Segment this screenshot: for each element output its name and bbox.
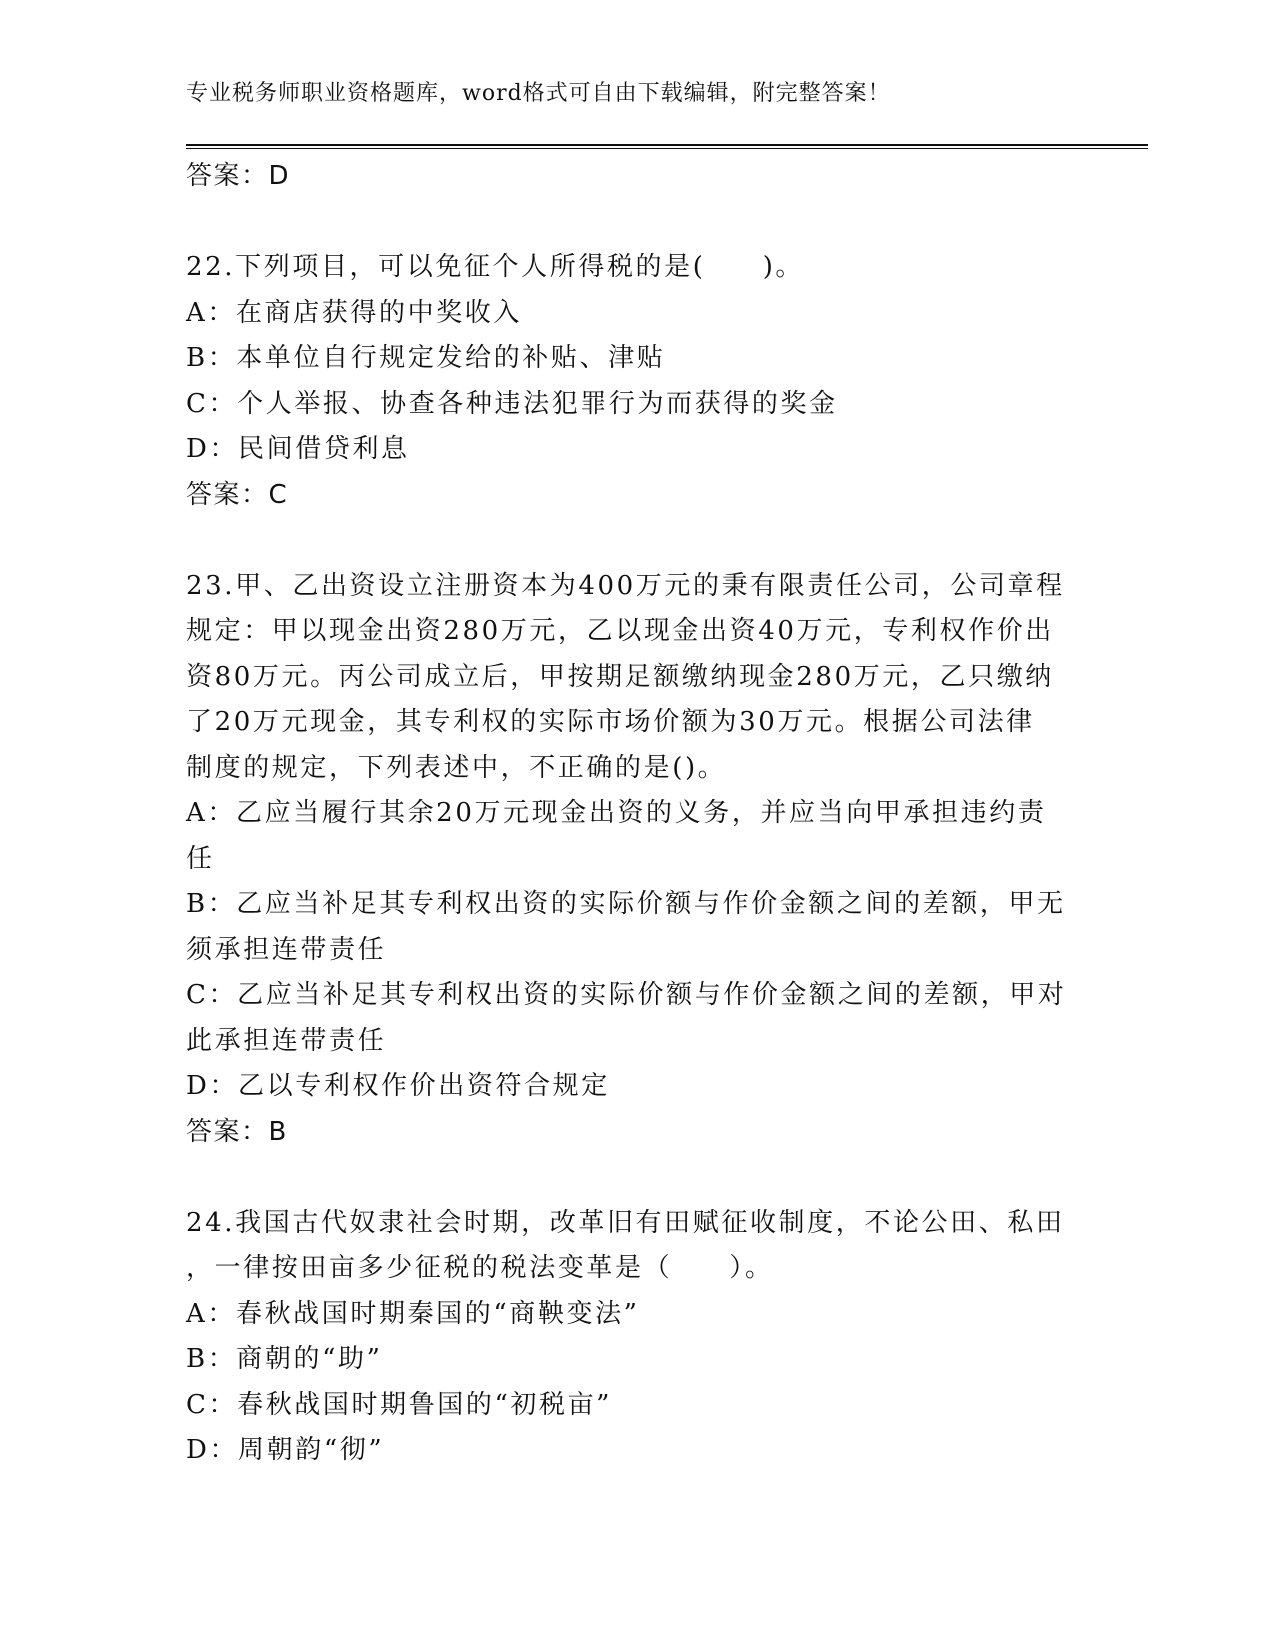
answer-label: 答案：B (186, 1116, 288, 1147)
question-stem-line: 22.下列项目，可以免征个人所得税的是( )。 (186, 252, 805, 282)
option-c: C：春秋战国时期鲁国的“初税亩” (186, 1389, 613, 1420)
question-block (186, 245, 1086, 518)
option-d: D：周朝韵“彻” (186, 1435, 385, 1465)
header-text: 专业税务师职业资格题库，word格式可自由下载编辑，附完整答案！ (186, 81, 891, 106)
question-stem-line: 资80万元。丙公司成立后，甲按期足额缴纳现金280万元，乙只缴纳 (186, 661, 1054, 692)
option-d: D：民间借贷利息 (186, 434, 410, 464)
spacer (186, 518, 1086, 564)
option-c: C：个人举报、协查各种违法犯罪行为而获得的奖金 (186, 388, 838, 419)
question-stem-line: 23.甲、乙出资设立注册资本为400万元的秉有限责任公司，公司章程 (186, 570, 1065, 601)
option-b: B：本单位自行规定发给的补贴、津贴 (186, 343, 666, 373)
question-stem-line: 规定：甲以现金出资280万元，乙以现金出资40万元，专利权作价出 (186, 616, 1054, 646)
answer-label: 答案：C (186, 479, 289, 510)
header-divider (186, 144, 1148, 149)
question-block (186, 564, 1086, 1156)
question-stem-line: 制度的规定，下列表述中，不正确的是()。 (186, 752, 727, 783)
spacer (186, 1155, 1086, 1201)
option-a: A：春秋战国时期秦国的“商鞅变法” (186, 1298, 640, 1329)
option-a: A：在商店获得的中奖收入 (186, 297, 522, 328)
spacer (186, 200, 1086, 246)
document-body (186, 154, 1086, 1474)
question-stem-line: 了20万元现金，其专利权的实际市场价额为30万元。根据公司法律 (186, 707, 1035, 737)
option-b: B：乙应当补足其专利权出资的实际价额与作价金额之间的差额，甲无 (186, 889, 1066, 919)
previous-answer: 答案：D (186, 161, 291, 191)
option-b: B：商朝的“助” (186, 1344, 383, 1374)
option-b-continued: 须承担连带责任 (186, 934, 387, 965)
option-c: C：乙应当补足其专利权出资的实际价额与作价金额之间的差额，甲对 (186, 980, 1067, 1010)
question-stem-line: ，一律按田亩多少征税的税法变革是（ ）。 (186, 1253, 774, 1283)
option-a: A：乙应当履行其余20万元现金出资的义务，并应当向甲承担违约责 (186, 798, 1047, 828)
option-c-continued: 此承担连带责任 (186, 1025, 387, 1056)
option-a-continued: 任 (186, 843, 215, 874)
option-d: D：乙以专利权作价出资符合规定 (186, 1071, 610, 1101)
question-block (186, 1201, 1086, 1474)
question-stem-line: 24.我国古代奴隶社会时期，改革旧有田赋征收制度，不论公田、私田 (186, 1207, 1065, 1238)
